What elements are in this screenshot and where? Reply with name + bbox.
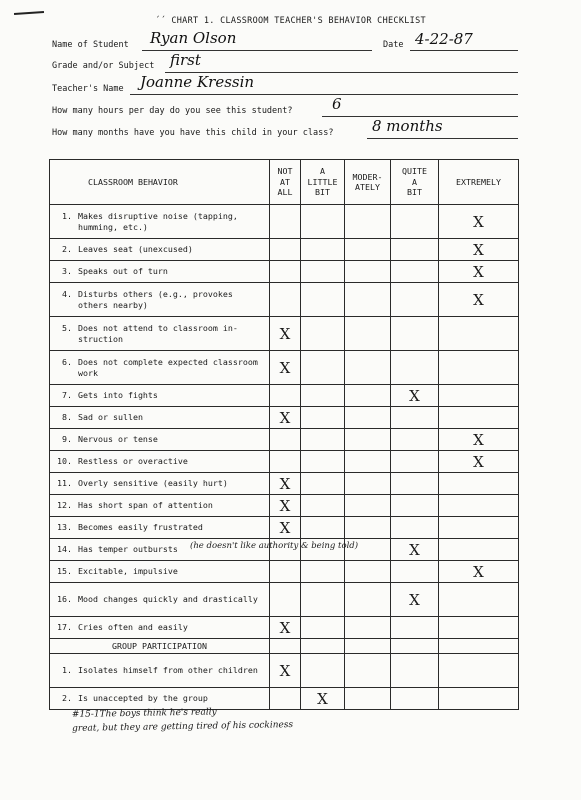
rating-cell[interactable] [391, 429, 439, 451]
rating-cell[interactable] [439, 429, 519, 451]
behavior-item [50, 495, 270, 517]
rating-cell[interactable] [439, 473, 519, 495]
check-mark: X [279, 518, 291, 537]
chart-title [0, 16, 581, 26]
check-mark: X [409, 386, 420, 405]
col-quite-a-bit-line: A [412, 176, 417, 187]
corner-mark [14, 11, 44, 15]
behavior-item [50, 239, 270, 261]
table-row [50, 495, 519, 517]
table-row [50, 451, 519, 473]
item-number: 2. [62, 244, 72, 255]
months-rule [367, 138, 518, 139]
item-text: Sad or sullen [78, 412, 143, 423]
rating-cell[interactable] [439, 407, 519, 429]
col-not-at-all-line: ALL [277, 187, 293, 198]
behavior-item [50, 517, 270, 539]
behavior-item [50, 539, 359, 561]
item-number: 5. [62, 322, 72, 333]
item-number: 1. [62, 210, 72, 221]
check-mark: X [279, 358, 291, 377]
col-a-little-bit [301, 160, 345, 205]
footnote-line-2: great, but they are getting tired of his cockiness [72, 719, 294, 734]
rating-cell[interactable] [391, 583, 439, 617]
rating-cell[interactable] [345, 239, 391, 261]
check-mark: X [279, 474, 291, 493]
rating-cell[interactable] [345, 205, 391, 239]
chart-title-text: CHART 1. CLASSROOM TEACHER'S BEHAVIOR CHECKLIST [171, 16, 426, 26]
rating-cell[interactable] [301, 351, 345, 385]
item-text: Mood changes quickly and drastically [78, 594, 258, 605]
rating-cell[interactable] [270, 317, 301, 351]
check-mark: X [279, 618, 291, 637]
item-text: Has temper outbursts [78, 544, 178, 555]
rating-cell[interactable] [391, 451, 439, 473]
rating-cell[interactable] [270, 385, 301, 407]
rating-cell[interactable] [439, 539, 519, 561]
col-quite-a-bit [391, 160, 439, 205]
rating-cell[interactable] [345, 351, 391, 385]
table-row [50, 583, 519, 617]
rating-cell[interactable] [345, 688, 391, 710]
rating-cell[interactable] [439, 317, 519, 351]
rating-cell[interactable] [439, 617, 519, 639]
handwritten-footnote [72, 705, 293, 736]
rating-cell[interactable] [391, 261, 439, 283]
item-text: Speaks out of turn [78, 266, 168, 277]
rating-cell[interactable] [439, 239, 519, 261]
item-number: 15. [57, 566, 72, 577]
hours-value: 6 [332, 95, 342, 113]
col-quite-a-bit-line: QUITE [402, 166, 427, 177]
rating-cell[interactable] [391, 239, 439, 261]
table-row [50, 617, 519, 639]
behavior-items [50, 205, 519, 710]
rating-cell[interactable] [439, 583, 519, 617]
table-row [50, 261, 519, 283]
item-number: 3. [62, 266, 72, 277]
item-number: 10. [57, 456, 72, 467]
rating-cell[interactable] [391, 473, 439, 495]
col-moderately-line: MODER- [352, 171, 383, 182]
rating-cell[interactable] [345, 429, 391, 451]
behavior-checklist-table [49, 159, 519, 710]
col-not-at-all [270, 160, 301, 205]
rating-cell[interactable] [391, 517, 439, 539]
rating-cell[interactable] [345, 517, 391, 539]
item-number: 6. [62, 356, 72, 367]
rating-cell[interactable] [270, 583, 301, 617]
rating-cell[interactable] [270, 407, 301, 429]
item-number: 12. [57, 500, 72, 511]
col-a-little-bit-line: BIT [315, 187, 330, 198]
rating-cell[interactable] [439, 451, 519, 473]
check-mark: X [473, 290, 484, 309]
group-participation-header-row [50, 639, 519, 654]
rating-cell[interactable] [301, 205, 345, 239]
item-text: Isolates himself from other children [78, 665, 258, 676]
check-mark: X [279, 661, 291, 680]
rating-cell[interactable] [301, 317, 345, 351]
item-text: Cries often and easily [78, 622, 188, 633]
rating-cell[interactable] [439, 561, 519, 583]
rating-cell[interactable] [439, 261, 519, 283]
table-row [50, 539, 519, 561]
rating-cell[interactable] [301, 688, 345, 710]
col-a-little-bit-line: A [320, 166, 325, 177]
rating-cell[interactable] [391, 317, 439, 351]
item-text: Does not complete expected classroom work [78, 356, 258, 378]
behavior-item [50, 583, 270, 617]
rating-cell[interactable] [391, 407, 439, 429]
rating-cell[interactable] [270, 261, 301, 283]
table-row [50, 351, 519, 385]
rating-cell[interactable] [345, 261, 391, 283]
footnote-line-1: #15-1The boys think he's really [71, 707, 217, 720]
teacher-value: Joanne Kressin [140, 73, 255, 91]
column-header-row [50, 160, 519, 205]
grade-label: Grade and/or Subject [52, 61, 155, 71]
rating-cell[interactable] [270, 239, 301, 261]
rating-cell[interactable] [270, 561, 301, 583]
item-text: Disturbs others (e.g., provokes others nearby) [78, 288, 233, 310]
item-text: Makes disruptive noise (tapping, humming, etc.) [78, 210, 238, 232]
student-label: Name of Student [52, 40, 129, 50]
rating-cell[interactable] [391, 495, 439, 517]
table-row [50, 239, 519, 261]
rating-cell[interactable] [345, 654, 391, 688]
item-text: Becomes easily frustrated [78, 522, 203, 533]
rating-cell[interactable] [345, 473, 391, 495]
item-text: Has short span of attention [78, 500, 213, 511]
item-number: 13. [57, 522, 72, 533]
col-moderately [345, 160, 391, 205]
rating-cell[interactable] [301, 583, 345, 617]
item-number: 8. [62, 412, 72, 423]
rating-cell[interactable] [439, 283, 519, 317]
rating-cell[interactable] [439, 351, 519, 385]
behavior-item [50, 407, 270, 429]
rating-cell[interactable] [270, 351, 301, 385]
item-text: Does not attend to classroom in- struction [78, 322, 238, 344]
item-text: Gets into fights [78, 390, 158, 401]
check-mark: X [473, 562, 484, 581]
rating-cell[interactable] [301, 517, 345, 539]
months-label: How many months have you have this child in your class? [52, 128, 334, 138]
rating-cell[interactable] [345, 407, 391, 429]
col-extremely: EXTREMELY [439, 160, 519, 205]
item-number: 9. [62, 434, 72, 445]
col-a-little-bit-line: LITTLE [307, 176, 338, 187]
item-number: 14. [57, 544, 72, 555]
check-mark: X [317, 689, 328, 708]
item-text: Overly sensitive (easily hurt) [78, 478, 228, 489]
behavior-item [50, 351, 270, 385]
behavior-item [50, 451, 270, 473]
behavior-item [50, 429, 270, 451]
col-classroom-behavior: CLASSROOM BEHAVIOR [50, 160, 270, 205]
item-text: Leaves seat (unexcused) [78, 244, 193, 255]
item-number: 7. [62, 390, 72, 401]
rating-cell[interactable] [270, 495, 301, 517]
check-mark: X [279, 324, 291, 343]
table-row [50, 517, 519, 539]
table-row [50, 473, 519, 495]
item-text: Excitable, impulsive [78, 566, 178, 577]
check-mark: X [473, 240, 484, 259]
rating-cell[interactable] [301, 429, 345, 451]
table-row [50, 205, 519, 239]
rating-cell[interactable] [301, 654, 345, 688]
rating-cell[interactable] [391, 539, 439, 561]
behavior-item [50, 283, 270, 317]
rating-cell[interactable] [301, 495, 345, 517]
student-value: Ryan Olson [150, 29, 237, 47]
rating-cell[interactable] [345, 617, 391, 639]
item-number: 1. [62, 665, 72, 676]
rating-cell[interactable] [301, 239, 345, 261]
item-number: 4. [62, 288, 72, 299]
col-not-at-all-line: NOT [277, 166, 293, 177]
rating-cell[interactable] [301, 617, 345, 639]
check-mark: X [473, 262, 484, 281]
table-row [50, 283, 519, 317]
date-rule [410, 50, 518, 51]
teacher-label: Teacher's Name [52, 84, 124, 94]
rating-cell[interactable] [301, 561, 345, 583]
rating-cell[interactable] [345, 561, 391, 583]
rating-cell[interactable] [345, 583, 391, 617]
rating-cell [270, 639, 301, 654]
rating-cell[interactable] [270, 283, 301, 317]
rating-cell[interactable] [439, 654, 519, 688]
rating-cell[interactable] [270, 429, 301, 451]
behavior-item [50, 654, 270, 688]
rating-cell [439, 639, 519, 654]
rating-cell[interactable] [301, 407, 345, 429]
rating-cell[interactable] [301, 385, 345, 407]
rating-cell[interactable] [391, 205, 439, 239]
table-row [50, 407, 519, 429]
behavior-item [50, 317, 270, 351]
rating-cell[interactable] [391, 351, 439, 385]
behavior-item [50, 385, 270, 407]
teacher-rule [130, 94, 518, 95]
rating-cell[interactable] [391, 385, 439, 407]
rating-cell[interactable] [345, 385, 391, 407]
check-mark: X [279, 408, 291, 427]
table-row [50, 654, 519, 688]
rating-cell [391, 639, 439, 654]
behavior-item [50, 473, 270, 495]
rating-cell [345, 639, 391, 654]
behavior-item [50, 261, 270, 283]
rating-cell[interactable] [391, 617, 439, 639]
table-row [50, 429, 519, 451]
rating-cell[interactable] [345, 317, 391, 351]
rating-cell[interactable] [439, 688, 519, 710]
rating-cell[interactable] [270, 517, 301, 539]
col-not-at-all-line: AT [280, 176, 290, 187]
table-row [50, 385, 519, 407]
rating-cell[interactable] [439, 205, 519, 239]
rating-cell[interactable] [270, 205, 301, 239]
item-text: Is unaccepted by the group [78, 693, 208, 704]
date-value: 4-22-87 [415, 30, 473, 48]
date-label: Date [383, 40, 404, 50]
rating-cell[interactable] [391, 688, 439, 710]
col-moderately-line: ATELY [355, 182, 380, 192]
rating-cell[interactable] [391, 654, 439, 688]
rating-cell[interactable] [345, 283, 391, 317]
grade-value: first [170, 51, 201, 69]
check-mark: X [409, 540, 420, 559]
rating-cell[interactable] [301, 473, 345, 495]
item-text: Nervous or tense [78, 434, 158, 445]
title-prefix: ´´ [155, 16, 166, 26]
annotation-14: (he doesn't like authority & being told) [190, 541, 359, 552]
table-row [50, 317, 519, 351]
rating-cell[interactable] [301, 451, 345, 473]
table-row [50, 561, 519, 583]
hours-label: How many hours per day do you see this student? [52, 106, 293, 116]
rating-cell[interactable] [439, 385, 519, 407]
rating-cell[interactable] [270, 617, 301, 639]
item-number: 11. [57, 478, 72, 489]
rating-cell[interactable] [345, 495, 391, 517]
check-mark: X [279, 496, 291, 515]
item-number: 2. [62, 693, 72, 704]
behavior-item [50, 205, 270, 239]
item-number: 16. [57, 594, 72, 605]
rating-cell[interactable] [439, 517, 519, 539]
col-quite-a-bit-line: BIT [407, 187, 422, 198]
item-text: Restless or overactive [78, 456, 188, 467]
rating-cell[interactable] [270, 473, 301, 495]
behavior-item [50, 561, 270, 583]
rating-cell[interactable] [301, 283, 345, 317]
rating-cell[interactable] [391, 561, 439, 583]
rating-cell[interactable] [270, 654, 301, 688]
rating-cell[interactable] [439, 495, 519, 517]
rating-cell[interactable] [345, 451, 391, 473]
group-participation-header: GROUP PARTICIPATION [50, 639, 270, 654]
check-mark: X [473, 430, 484, 449]
check-mark: X [473, 452, 484, 471]
rating-cell[interactable] [270, 451, 301, 473]
check-mark: X [409, 590, 420, 609]
rating-cell [301, 639, 345, 654]
rating-cell[interactable] [391, 283, 439, 317]
behavior-item [50, 617, 270, 639]
item-number: 17. [57, 622, 72, 633]
check-mark: X [473, 212, 484, 231]
months-value: 8 months [372, 117, 443, 135]
rating-cell[interactable] [301, 261, 345, 283]
